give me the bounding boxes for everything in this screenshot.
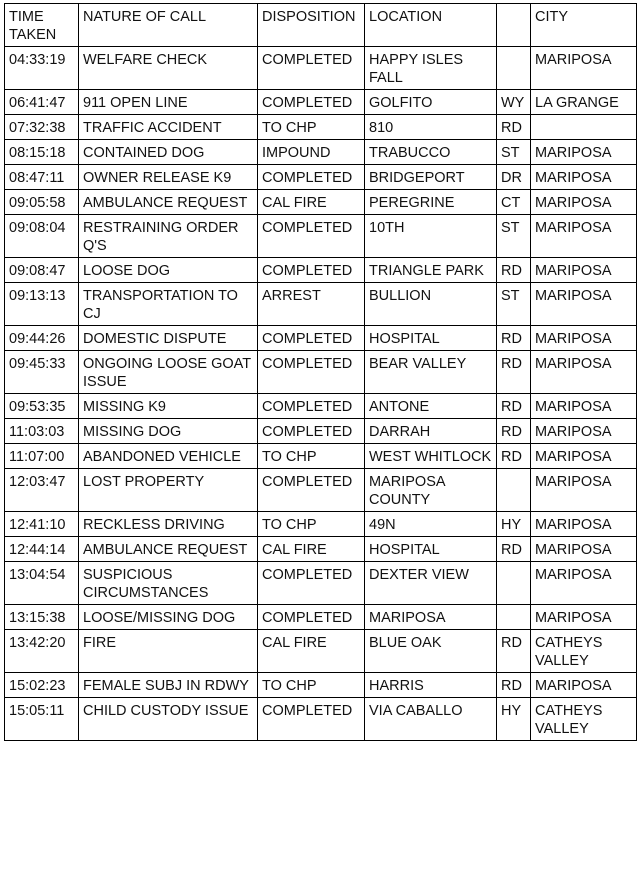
cell-disposition: ARREST: [258, 283, 365, 326]
table-row: [5, 562, 637, 605]
cell-disposition: COMPLETED: [258, 419, 365, 444]
cell-disposition: COMPLETED: [258, 394, 365, 419]
cell-nature-of-call: CHILD CUSTODY ISSUE: [79, 698, 258, 741]
cell-suffix: RD: [497, 537, 531, 562]
table-row: [5, 258, 637, 283]
cell-suffix: RD: [497, 630, 531, 673]
cell-suffix: [497, 469, 531, 512]
cell-city: MARIPOSA: [531, 351, 637, 394]
cell-nature-of-call: MISSING DOG: [79, 419, 258, 444]
table-row: [5, 326, 637, 351]
cell-time-taken: 09:53:35: [5, 394, 79, 419]
cell-time-taken: 15:05:11: [5, 698, 79, 741]
table-body: [5, 47, 637, 741]
cell-location: BEAR VALLEY: [365, 351, 497, 394]
cell-time-taken: 06:41:47: [5, 90, 79, 115]
cell-nature-of-call: SUSPICIOUS CIRCUMSTANCES: [79, 562, 258, 605]
cell-location: HAPPY ISLES FALL: [365, 47, 497, 90]
cell-time-taken: 09:05:58: [5, 190, 79, 215]
cell-suffix: RD: [497, 258, 531, 283]
cell-city: MARIPOSA: [531, 326, 637, 351]
table-row: [5, 419, 637, 444]
table-row: [5, 215, 637, 258]
cell-city: MARIPOSA: [531, 258, 637, 283]
cell-nature-of-call: CONTAINED DOG: [79, 140, 258, 165]
cell-suffix: ST: [497, 140, 531, 165]
cell-time-taken: 07:32:38: [5, 115, 79, 140]
cell-suffix: RD: [497, 673, 531, 698]
cell-location: DEXTER VIEW: [365, 562, 497, 605]
cell-disposition: CAL FIRE: [258, 190, 365, 215]
cell-location: GOLFITO: [365, 90, 497, 115]
table-row: [5, 537, 637, 562]
cell-suffix: RD: [497, 394, 531, 419]
cell-city: CATHEYS VALLEY: [531, 630, 637, 673]
cell-suffix: RD: [497, 115, 531, 140]
cell-city: MARIPOSA: [531, 512, 637, 537]
cell-nature-of-call: ABANDONED VEHICLE: [79, 444, 258, 469]
cell-nature-of-call: RESTRAINING ORDER Q'S: [79, 215, 258, 258]
cell-city: MARIPOSA: [531, 165, 637, 190]
header-time-taken: TIME TAKEN: [5, 4, 79, 47]
table-row: [5, 444, 637, 469]
cell-nature-of-call: LOOSE/MISSING DOG: [79, 605, 258, 630]
table-row: [5, 190, 637, 215]
cell-nature-of-call: AMBULANCE REQUEST: [79, 537, 258, 562]
cell-nature-of-call: TRANSPORTATION TO CJ: [79, 283, 258, 326]
cell-city: MARIPOSA: [531, 190, 637, 215]
cell-suffix: ST: [497, 283, 531, 326]
cell-time-taken: 12:03:47: [5, 469, 79, 512]
cell-location: 810: [365, 115, 497, 140]
cell-suffix: RD: [497, 444, 531, 469]
cell-time-taken: 13:04:54: [5, 562, 79, 605]
cell-nature-of-call: WELFARE CHECK: [79, 47, 258, 90]
cell-nature-of-call: DOMESTIC DISPUTE: [79, 326, 258, 351]
cell-nature-of-call: MISSING K9: [79, 394, 258, 419]
cell-city: MARIPOSA: [531, 562, 637, 605]
cell-disposition: TO CHP: [258, 512, 365, 537]
cell-city: MARIPOSA: [531, 419, 637, 444]
cell-location: BULLION: [365, 283, 497, 326]
cell-city: [531, 115, 637, 140]
table-row: [5, 47, 637, 90]
header-location: LOCATION: [365, 4, 497, 47]
cell-city: MARIPOSA: [531, 140, 637, 165]
table-row: [5, 394, 637, 419]
cell-nature-of-call: FEMALE SUBJ IN RDWY: [79, 673, 258, 698]
cell-location: WEST WHITLOCK: [365, 444, 497, 469]
cell-time-taken: 08:15:18: [5, 140, 79, 165]
cell-location: TRABUCCO: [365, 140, 497, 165]
cell-disposition: COMPLETED: [258, 698, 365, 741]
cell-suffix: WY: [497, 90, 531, 115]
cell-disposition: COMPLETED: [258, 165, 365, 190]
cell-time-taken: 09:45:33: [5, 351, 79, 394]
cell-city: MARIPOSA: [531, 605, 637, 630]
header-row: [5, 4, 637, 47]
cell-city: MARIPOSA: [531, 215, 637, 258]
cell-disposition: COMPLETED: [258, 562, 365, 605]
cell-disposition: COMPLETED: [258, 326, 365, 351]
cell-city: MARIPOSA: [531, 444, 637, 469]
table-row: [5, 512, 637, 537]
cell-time-taken: 09:44:26: [5, 326, 79, 351]
cell-location: HARRIS: [365, 673, 497, 698]
header-suffix: [497, 4, 531, 47]
cell-time-taken: 11:03:03: [5, 419, 79, 444]
header-city: CITY: [531, 4, 637, 47]
table-row: [5, 283, 637, 326]
cell-suffix: [497, 562, 531, 605]
cell-disposition: IMPOUND: [258, 140, 365, 165]
cell-nature-of-call: AMBULANCE REQUEST: [79, 190, 258, 215]
cell-city: MARIPOSA: [531, 394, 637, 419]
header-disposition: DISPOSITION: [258, 4, 365, 47]
cell-city: MARIPOSA: [531, 47, 637, 90]
cell-city: MARIPOSA: [531, 673, 637, 698]
cell-nature-of-call: ONGOING LOOSE GOAT ISSUE: [79, 351, 258, 394]
cell-location: HOSPITAL: [365, 537, 497, 562]
cell-location: 10TH: [365, 215, 497, 258]
cell-time-taken: 09:08:47: [5, 258, 79, 283]
cell-location: ANTONE: [365, 394, 497, 419]
cell-location: TRIANGLE PARK: [365, 258, 497, 283]
header-nature-of-call: NATURE OF CALL: [79, 4, 258, 47]
cell-suffix: RD: [497, 419, 531, 444]
cell-disposition: CAL FIRE: [258, 630, 365, 673]
table-row: [5, 115, 637, 140]
cell-nature-of-call: 911 OPEN LINE: [79, 90, 258, 115]
cell-suffix: ST: [497, 215, 531, 258]
cell-location: BLUE OAK: [365, 630, 497, 673]
cell-disposition: COMPLETED: [258, 605, 365, 630]
cell-disposition: COMPLETED: [258, 351, 365, 394]
cell-location: MARIPOSA COUNTY: [365, 469, 497, 512]
cell-disposition: CAL FIRE: [258, 537, 365, 562]
cell-suffix: HY: [497, 698, 531, 741]
table-row: [5, 90, 637, 115]
table-row: [5, 469, 637, 512]
cell-time-taken: 09:13:13: [5, 283, 79, 326]
cell-time-taken: 08:47:11: [5, 165, 79, 190]
cell-nature-of-call: LOST PROPERTY: [79, 469, 258, 512]
cell-city: LA GRANGE: [531, 90, 637, 115]
cell-city: MARIPOSA: [531, 283, 637, 326]
cell-location: VIA CABALLO: [365, 698, 497, 741]
cell-suffix: [497, 605, 531, 630]
table-row: [5, 165, 637, 190]
cell-disposition: COMPLETED: [258, 90, 365, 115]
cell-nature-of-call: OWNER RELEASE K9: [79, 165, 258, 190]
cell-time-taken: 13:42:20: [5, 630, 79, 673]
cell-suffix: CT: [497, 190, 531, 215]
cell-disposition: COMPLETED: [258, 47, 365, 90]
cell-time-taken: 12:44:14: [5, 537, 79, 562]
table-row: [5, 630, 637, 673]
cell-location: MARIPOSA: [365, 605, 497, 630]
cell-nature-of-call: LOOSE DOG: [79, 258, 258, 283]
cell-disposition: TO CHP: [258, 115, 365, 140]
cell-city: CATHEYS VALLEY: [531, 698, 637, 741]
cell-nature-of-call: FIRE: [79, 630, 258, 673]
cell-location: 49N: [365, 512, 497, 537]
cell-suffix: [497, 47, 531, 90]
table-row: [5, 140, 637, 165]
cell-time-taken: 12:41:10: [5, 512, 79, 537]
cell-suffix: HY: [497, 512, 531, 537]
cell-city: MARIPOSA: [531, 469, 637, 512]
cell-disposition: TO CHP: [258, 444, 365, 469]
cell-disposition: TO CHP: [258, 673, 365, 698]
table-row: [5, 698, 637, 741]
cell-disposition: COMPLETED: [258, 469, 365, 512]
cell-suffix: RD: [497, 351, 531, 394]
cell-suffix: RD: [497, 326, 531, 351]
cell-location: BRIDGEPORT: [365, 165, 497, 190]
cell-nature-of-call: TRAFFIC ACCIDENT: [79, 115, 258, 140]
table-row: [5, 605, 637, 630]
table-row: [5, 673, 637, 698]
cell-time-taken: 15:02:23: [5, 673, 79, 698]
table-row: [5, 351, 637, 394]
cell-location: DARRAH: [365, 419, 497, 444]
cell-location: PEREGRINE: [365, 190, 497, 215]
cell-time-taken: 11:07:00: [5, 444, 79, 469]
cell-time-taken: 09:08:04: [5, 215, 79, 258]
cell-location: HOSPITAL: [365, 326, 497, 351]
cell-time-taken: 04:33:19: [5, 47, 79, 90]
cell-nature-of-call: RECKLESS DRIVING: [79, 512, 258, 537]
call-log-table: [4, 3, 637, 741]
cell-time-taken: 13:15:38: [5, 605, 79, 630]
cell-city: MARIPOSA: [531, 537, 637, 562]
cell-suffix: DR: [497, 165, 531, 190]
cell-disposition: COMPLETED: [258, 258, 365, 283]
cell-disposition: COMPLETED: [258, 215, 365, 258]
